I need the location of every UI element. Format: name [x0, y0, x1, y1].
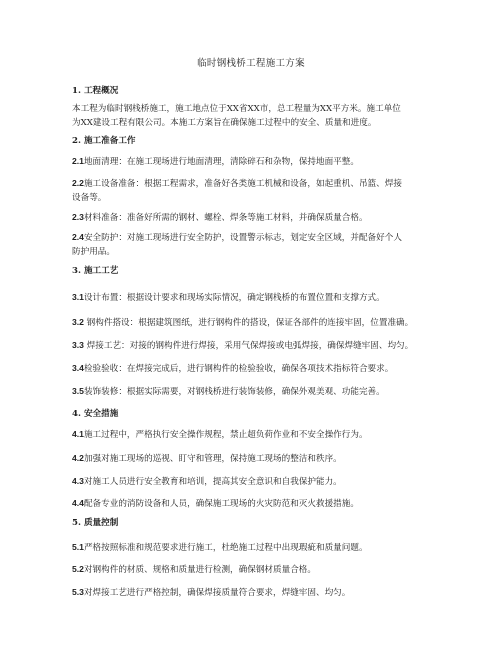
item-number: 4.2 [72, 453, 84, 463]
item-number: 3.1 [72, 292, 84, 302]
list-item-line [72, 315, 438, 330]
list-item-line [72, 338, 438, 353]
item-text: 施工过程中，严格执行安全操作规程，禁止超负荷作业和不安全操作行为。 [83, 430, 368, 440]
item-number: 2.3 [72, 212, 84, 222]
list-item-line [72, 210, 438, 225]
item-number: 4.4 [72, 498, 84, 508]
section-heading: 3. 施工工艺 [72, 266, 119, 276]
section-heading: 1. 工程概况 [72, 86, 119, 96]
list-item-line [72, 585, 438, 600]
list-item-line [72, 540, 438, 555]
item-text: 设计布置：根据设计要求和现场实际情况，确定钢栈桥的布置位置和支撑方式。 [83, 293, 385, 303]
item-text: 加强对施工现场的巡视、盯守和管理，保持施工现场的整洁和秩序。 [83, 454, 342, 464]
list-item-line [72, 562, 438, 577]
item-number: 4.3 [72, 476, 84, 486]
list-item-line [72, 361, 438, 376]
list-item [72, 474, 438, 489]
list-item [72, 451, 438, 466]
list-item [72, 361, 438, 376]
item-number: 4.1 [72, 429, 84, 439]
item-text: 防护用品。 [72, 247, 115, 257]
item-text: 装饰装修：根据实际需要，对钢栈桥进行装饰装修，确保外观美观、功能完善。 [83, 387, 385, 397]
item-text: 严格按照标准和规范要求进行施工，杜绝施工过程中出现瑕疵和质量问题。 [83, 543, 368, 553]
list-item [72, 384, 438, 399]
list-item [72, 338, 438, 353]
list-item-line [72, 191, 438, 205]
item-number: 5.2 [72, 564, 84, 574]
item-text: 安全防护：对施工现场进行安全防护，设置警示标志，划定安全区域，并配备好个人 [83, 233, 402, 243]
paragraph-line: 本工程为临时钢栈桥施工，施工地点位于XX省XX市，总工程量为XX平方米。施工单位 [72, 104, 401, 114]
item-text: 地面清理：在施工现场进行地面清理，清除碎石和杂物，保持地面平整。 [83, 157, 359, 167]
item-number: 3.2 [72, 317, 84, 327]
item-text: 检验验收：在焊接完成后，进行钢构件的检验验收，确保各项技术指标符合要求。 [83, 364, 394, 374]
paragraph-line: 为XX建设工程有限公司。本施工方案旨在确保施工过程中的安全、质量和进度。 [72, 118, 377, 128]
item-number: 2.1 [72, 156, 84, 166]
list-item-line [72, 176, 438, 191]
section-heading: 4. 安全措施 [72, 409, 119, 419]
list-item-line [72, 451, 438, 466]
list-item-line [72, 290, 438, 305]
item-number: 2.4 [72, 232, 84, 242]
item-text: 施工设备准备：根据工程需求，准备好各类施工机械和设备，如起重机、吊篮、焊接 [83, 179, 402, 189]
list-item [72, 290, 438, 305]
item-number: 2.2 [72, 178, 84, 188]
item-text: 钢构件搭设：根据建筑图纸，进行钢构件的搭设，保证各部件的连接牢固，位置准确。 [83, 318, 414, 328]
item-text: 材料准备：准备好所需的钢材、螺栓、焊条等施工材料，并确保质量合格。 [83, 213, 368, 223]
list-item [72, 562, 438, 577]
item-text: 设备等。 [72, 193, 107, 203]
item-text: 对焊接工艺进行严格控制，确保焊接质量符合要求，焊缝牢固、均匀。 [83, 588, 351, 598]
list-item [72, 210, 438, 225]
list-item [72, 154, 438, 169]
item-text: 焊接工艺：对接的钢构件进行焊接，采用气保焊接或电弧焊接，确保焊缝牢固、均匀。 [83, 341, 414, 351]
list-item [72, 585, 438, 600]
section-heading: 5. 质量控制 [72, 518, 119, 528]
list-item [72, 540, 438, 555]
list-item [72, 230, 438, 259]
section-heading: 2. 施工准备工作 [72, 136, 136, 146]
item-number: 3.3 [72, 340, 84, 350]
item-number: 5.1 [72, 542, 84, 552]
paragraph [72, 102, 438, 130]
list-item [72, 496, 438, 511]
list-item-line [72, 496, 438, 511]
list-item-line [72, 384, 438, 399]
list-item-line [72, 245, 438, 259]
item-text: 配备专业的消防设备和人员，确保施工现场的火灾防范和灭火救援措施。 [83, 499, 359, 509]
list-item-line [72, 474, 438, 489]
item-text: 对施工人员进行安全教育和培训，提高其安全意识和自我保护能力。 [83, 477, 342, 487]
item-number: 5.3 [72, 587, 84, 597]
list-item-line [72, 230, 438, 245]
document-title: 临时钢栈桥工程施工方案 [197, 58, 305, 69]
list-item-line [72, 427, 438, 442]
list-item-line [72, 154, 438, 169]
item-number: 3.5 [72, 386, 84, 396]
item-text: 对钢构件的材质、规格和质量进行检测，确保钢材质量合格。 [83, 565, 316, 575]
list-item [72, 427, 438, 442]
item-number: 3.4 [72, 363, 84, 373]
list-item [72, 315, 438, 330]
list-item [72, 176, 438, 205]
